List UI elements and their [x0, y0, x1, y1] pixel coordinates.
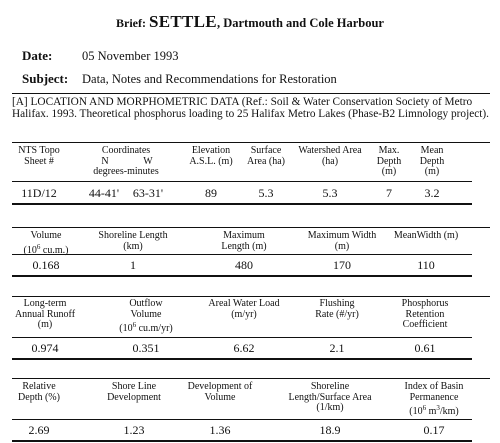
table2-mid-rule — [12, 254, 472, 255]
t1-header-coordinates: Coordinates — [101, 145, 151, 156]
t1-value-nts: 11D/12 — [21, 186, 57, 200]
table3-mid-rule — [12, 337, 472, 338]
t3-header-runoff: Long-term Annual Runoff (m) — [14, 298, 76, 330]
table3-top-rule — [12, 296, 490, 297]
t1-header-surface-area: Surface Area (ha) — [246, 145, 286, 167]
t2-header-max-width: Maximum Width (m) — [307, 230, 377, 252]
subject-label: Subject: — [22, 71, 69, 86]
t2-header-mean-width: MeanWidth (m) — [393, 230, 459, 241]
t1-value-surface-area: 5.3 — [258, 186, 274, 200]
t4-header-basin-permanence: Index of Basin Permanence ($10^6$ $m^3/km$) — [404, 381, 464, 417]
t1-header-mean-depth: Mean Depth (m) — [419, 145, 445, 177]
t3-value-flushing-rate: 2.1 — [329, 341, 345, 355]
t4-header-volume-development: Development of Volume — [187, 381, 253, 403]
date-value: 05 November 1993 — [82, 49, 179, 63]
t4-value-shoreline-development: 1.23 — [123, 423, 145, 437]
t1-header-elevation: Elevation A.S.L. (m) — [189, 145, 233, 167]
t4-header-shoreline-ratio: Shoreline Length/Surface Area (1/km) — [288, 381, 372, 413]
t1-header-max-depth: Max. Depth (m) — [376, 145, 402, 177]
t1-header-w: W — [143, 155, 153, 167]
t3-value-areal-water-load: 6.62 — [233, 341, 255, 355]
t1-header-coord-unit: degrees-minutes — [93, 166, 159, 177]
table1-bottom-rule — [12, 203, 472, 205]
t1-header-watershed-area: Watershed Area (ha) — [298, 145, 362, 167]
t1-header-nts: NTS Topo Sheet # — [18, 145, 60, 167]
table4-top-rule — [12, 378, 490, 379]
table1-mid-rule — [12, 181, 472, 182]
table4-bottom-rule — [12, 440, 472, 442]
section-intro: [A] LOCATION AND MORPHOMETRIC DATA (Ref.: Soil & Water Conservation Society of Metro Halifax. 1993. Theoretical phosphorus loading to 25 Halifax Metro Lakes (Phase-B2 Limnology project). — [12, 96, 489, 120]
t4-value-volume-development: 1.36 — [209, 423, 231, 437]
t2-header-max-length: Maximum Length (m) — [221, 230, 267, 252]
t3-value-p-retention: 0.61 — [414, 341, 436, 355]
table2-bottom-rule — [12, 275, 472, 277]
date-label: Date: — [22, 48, 53, 63]
brief-title — [0, 12, 500, 32]
t3-header-p-retention: Phosphorus Retention Coefficient — [401, 298, 449, 330]
table2-top-rule — [12, 227, 490, 228]
t4-value-relative-depth: 2.69 — [28, 423, 50, 437]
t2-value-max-width: 170 — [333, 258, 351, 272]
t2-header-volume: Volume ($10^6$ cu.m.) — [23, 230, 69, 256]
t4-header-relative-depth: Relative Depth (%) — [18, 381, 60, 403]
t1-header-n: N — [101, 155, 109, 167]
section-rule — [12, 93, 490, 94]
t3-value-outflow-volume: 0.351 — [132, 341, 160, 355]
subject-value: Data, Notes and Recommendations for Restoration — [82, 72, 337, 86]
t4-value-basin-permanence: 0.17 — [423, 423, 445, 437]
t1-value-elevation: 89 — [205, 186, 217, 200]
t3-value-runoff: 0.974 — [31, 341, 59, 355]
lake-location: , Dartmouth and Cole Harbour — [216, 16, 384, 30]
t2-value-mean-width: 110 — [417, 258, 435, 272]
brief-prefix: Brief: — [116, 16, 146, 30]
t3-header-areal-water-load: Areal Water Load (m/yr) — [208, 298, 280, 320]
t1-value-n: 44-41' — [88, 186, 120, 200]
t4-header-shoreline-development: Shore Line Development — [107, 381, 161, 403]
t3-header-flushing-rate: Flushing Rate (#/yr) — [315, 298, 359, 320]
t2-value-max-length: 480 — [235, 258, 253, 272]
t1-value-mean-depth: 3.2 — [424, 186, 440, 200]
t2-value-shoreline-length: 1 — [130, 258, 136, 272]
t2-header-shoreline-length: Shoreline Length (km) — [98, 230, 168, 252]
t1-value-max-depth: 7 — [386, 186, 392, 200]
table1-top-rule — [12, 142, 490, 143]
table4-mid-rule — [12, 419, 472, 420]
lake-name: SETTLE — [149, 12, 217, 31]
t1-value-w: 63-31' — [132, 186, 164, 200]
table3-bottom-rule — [12, 358, 472, 360]
t2-value-volume: 0.168 — [32, 258, 60, 272]
t1-value-watershed-area: 5.3 — [322, 186, 338, 200]
t4-value-shoreline-ratio: 18.9 — [319, 423, 341, 437]
t3-header-outflow-volume: Outflow Volume ($10^6$ cu.m/yr) — [119, 298, 173, 334]
